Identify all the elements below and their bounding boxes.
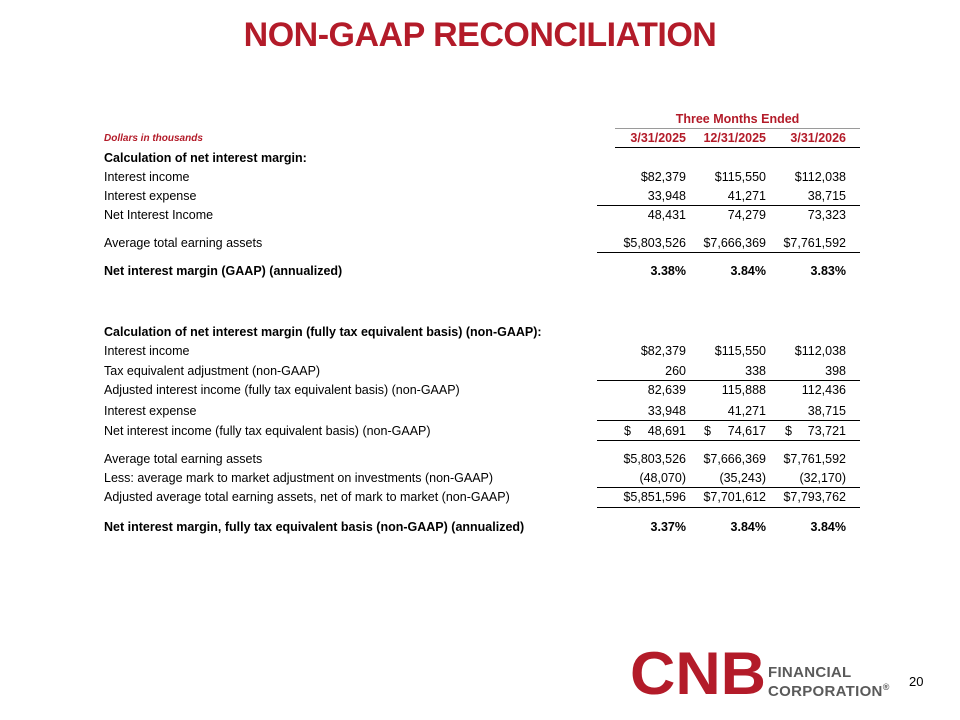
column-header-1: 3/31/2025: [630, 131, 686, 145]
section2-heading: Calculation of net interest margin (fully tax equivalent basis) (non-GAAP):: [104, 325, 542, 339]
table-row: Net interest income (fully tax equivalent basis) (non-GAAP) $ 48,691 $ 74,617 $ 73,721: [104, 424, 846, 438]
subtotal-rule: [597, 205, 860, 206]
table-row: Net interest margin (GAAP) (annualized) 3.38% 3.84% 3.83%: [104, 264, 846, 278]
period-header-rule: [615, 128, 860, 129]
subtotal-rule: [597, 420, 860, 421]
table-row: Average total earning assets $5,803,526 $7,666,369 $7,761,592: [104, 452, 846, 466]
column-header-rule: [615, 147, 860, 148]
subtotal-rule: [597, 380, 860, 381]
table-row: Interest expense 33,948 41,271 38,715: [104, 189, 846, 203]
logo-line-1: FINANCIAL: [768, 664, 852, 681]
table-row: Average total earning assets $5,803,526 $7,666,369 $7,761,592: [104, 236, 846, 250]
subtotal-rule: [597, 252, 860, 253]
table-row: Less: average mark to market adjustment on investments (non-GAAP) (48,070) (35,243) (32,170): [104, 471, 846, 485]
total-rule: [597, 507, 860, 508]
section1-heading: Calculation of net interest margin:: [104, 151, 307, 165]
table-row: Interest income $82,379 $115,550 $112,038: [104, 170, 846, 184]
column-header-3: 3/31/2026: [790, 131, 846, 145]
units-label: Dollars in thousands: [104, 133, 203, 144]
table-row: Interest income $82,379 $115,550 $112,038: [104, 344, 846, 358]
table-row: Tax equivalent adjustment (non-GAAP) 260 338 398: [104, 364, 846, 378]
total-rule: [597, 440, 860, 441]
table-row: Net interest margin, fully tax equivalent basis (non-GAAP) (annualized) 3.37% 3.84% 3.84%: [104, 520, 846, 534]
svg-text:CNB: CNB: [630, 644, 766, 700]
subtotal-rule: [597, 487, 860, 488]
period-header: Three Months Ended: [675, 112, 800, 126]
column-header-2: 12/31/2025: [703, 131, 766, 145]
page-number: 20: [909, 674, 924, 689]
logo-line-2: CORPORATION®: [768, 682, 890, 700]
table-row: Adjusted interest income (fully tax equivalent basis) (non-GAAP) 82,639 115,888 112,436: [104, 383, 846, 397]
page-title: NON-GAAP RECONCILIATION: [243, 16, 717, 54]
table-row: Adjusted average total earning assets, net of mark to market (non-GAAP) $5,851,596 $7,701,612 $7,793,762: [104, 490, 846, 504]
table-row: Net Interest Income 48,431 74,279 73,323: [104, 208, 846, 222]
table-row: Interest expense 33,948 41,271 38,715: [104, 404, 846, 418]
